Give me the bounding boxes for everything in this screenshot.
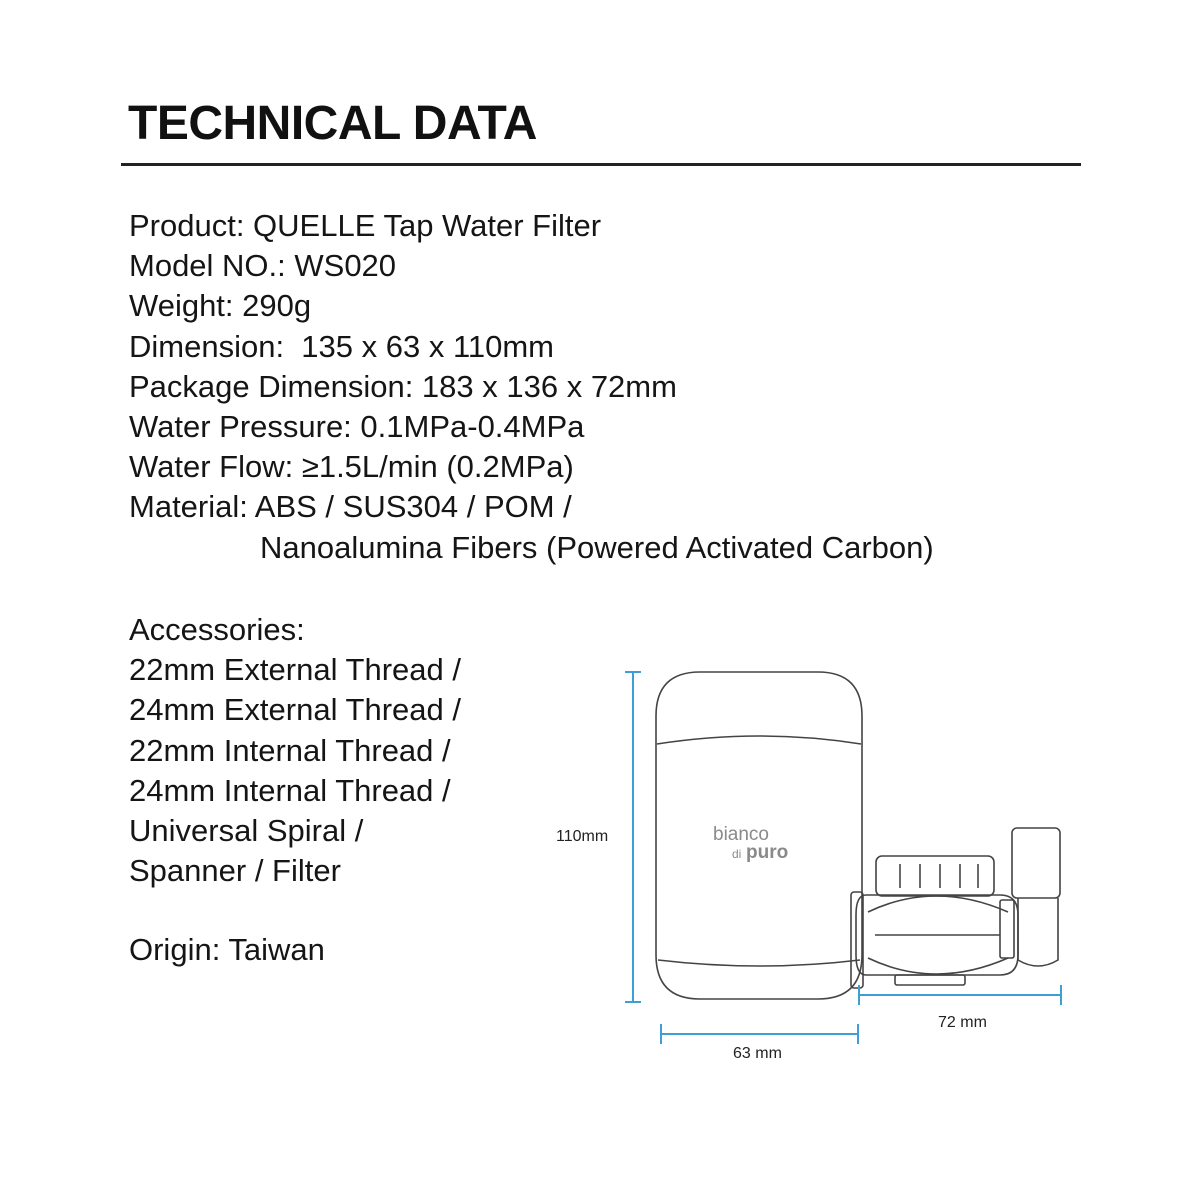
accessory-item: Spanner / Filter — [129, 853, 341, 889]
depth-dimension-line — [859, 985, 1061, 1005]
accessory-item: 24mm External Thread / — [129, 692, 461, 728]
spec-package-dimension: Package Dimension: 183 x 136 x 72mm — [129, 368, 677, 404]
accessory-item: 22mm Internal Thread / — [129, 732, 451, 768]
origin-text: Origin: Taiwan — [129, 932, 325, 967]
page-title: TECHNICAL DATA — [128, 97, 537, 150]
spec-model: Model NO.: WS020 — [129, 248, 397, 284]
accessories-heading: Accessories: — [129, 612, 305, 647]
accessory-item: Universal Spiral / — [129, 813, 364, 849]
spec-dimension: Dimension: 135 x 63 x 110mm — [129, 328, 555, 364]
spec-product: Product: QUELLE Tap Water Filter — [129, 208, 602, 243]
depth-label: 72 mm — [938, 1014, 987, 1031]
spec-material-continued: Nanoalumina Fibers (Powered Activated Carbon) — [260, 529, 934, 565]
brand-logo-top: bianco — [713, 824, 769, 845]
spec-weight: Weight: 290g — [129, 288, 312, 324]
width-label: 63 mm — [733, 1045, 782, 1062]
spec-water-flow: Water Flow: ≥1.5L/min (0.2MPa) — [129, 449, 574, 485]
brand-logo-di: di — [732, 847, 742, 861]
height-label: 110mm — [556, 828, 609, 845]
brand-logo-puro: puro — [746, 842, 789, 863]
height-dimension-line — [625, 672, 641, 1002]
accessory-item: 24mm Internal Thread / — [129, 772, 451, 808]
spec-material: Material: ABS / SUS304 / POM / — [129, 489, 572, 525]
spec-water-pressure: Water Pressure: 0.1MPa-0.4MPa — [129, 409, 585, 445]
width-dimension-line — [661, 1024, 858, 1044]
tap-connector — [851, 828, 1060, 988]
accessory-item: 22mm External Thread / — [129, 652, 461, 688]
